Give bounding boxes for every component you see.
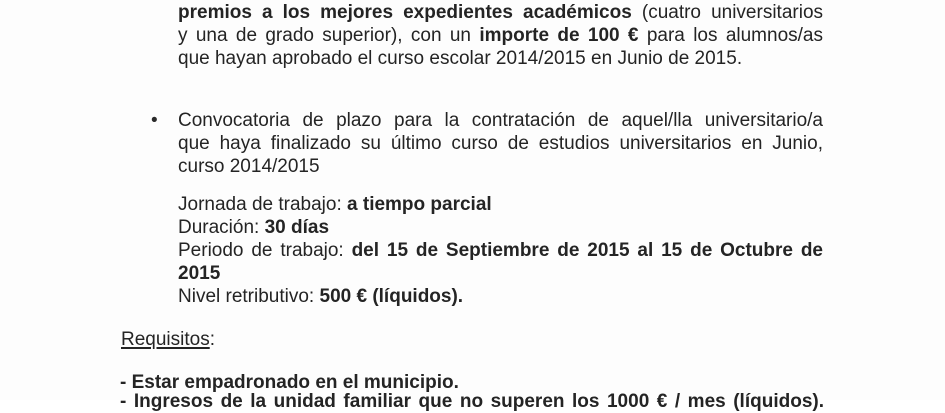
bullet-line-1: Convocatoria de plazo para la contratación de aquel/lla universitario/a — [178, 110, 823, 131]
bullet-line-2: que haya finalizado su último curso de estudios universitarios en Junio, — [178, 133, 823, 154]
duracion-value: 30 días — [264, 217, 330, 238]
intro-paragraph — [178, 1, 823, 70]
jornada-value: a tiempo parcial — [347, 194, 492, 215]
job-details — [178, 193, 823, 308]
intro-line-1 — [178, 1, 823, 24]
intro-line-2 — [178, 24, 823, 47]
nivel-line — [178, 285, 823, 308]
requisitos-heading — [121, 328, 215, 351]
bullet-paragraph — [178, 109, 823, 178]
intro-line-2-normal-end: para los alumnos/as — [638, 25, 823, 46]
periodo-line-1 — [178, 239, 823, 262]
jornada-label: Jornada de trabajo: — [178, 194, 348, 215]
intro-line-3-normal: que hayan aprobado el curso escolar 2014/2015 en Junio de 2015. — [178, 48, 743, 69]
bullet-icon: • — [151, 110, 158, 131]
requisitos-heading-word: Requisitos — [121, 329, 210, 350]
duracion-line — [178, 216, 823, 239]
intro-line-1-normal: (cuatro universitarios — [631, 2, 824, 23]
requirement-item-2-clipped: - Ingresos de la unidad familiar que no superen los 1000 € / mes (líquidos). — [120, 391, 824, 412]
bullet-line-3: curso 2014/2015 — [178, 156, 320, 177]
nivel-value: 500 € (líquidos). — [319, 286, 464, 307]
requisitos-heading-colon: : — [209, 329, 215, 350]
intro-line-1-bold: premios a los mejores expedientes académicos — [178, 2, 632, 23]
intro-line-2-bold: importe de 100 € — [479, 25, 639, 46]
intro-line-3 — [178, 47, 823, 70]
periodo-label: Periodo de trabajo: — [178, 240, 352, 261]
intro-line-2-normal-start: y una de grado superior), con un — [178, 25, 480, 46]
duracion-label: Duración: — [178, 217, 265, 238]
requirement-item-1: - Estar empadronado en el municipio. — [120, 372, 459, 393]
nivel-label: Nivel retributivo: — [178, 286, 320, 307]
jornada-line — [178, 193, 823, 216]
periodo-value-2: 2015 — [178, 263, 221, 284]
periodo-line-2 — [178, 262, 823, 285]
periodo-value-1: del 15 de Septiembre de 2015 al 15 de Octubre de — [351, 240, 823, 261]
